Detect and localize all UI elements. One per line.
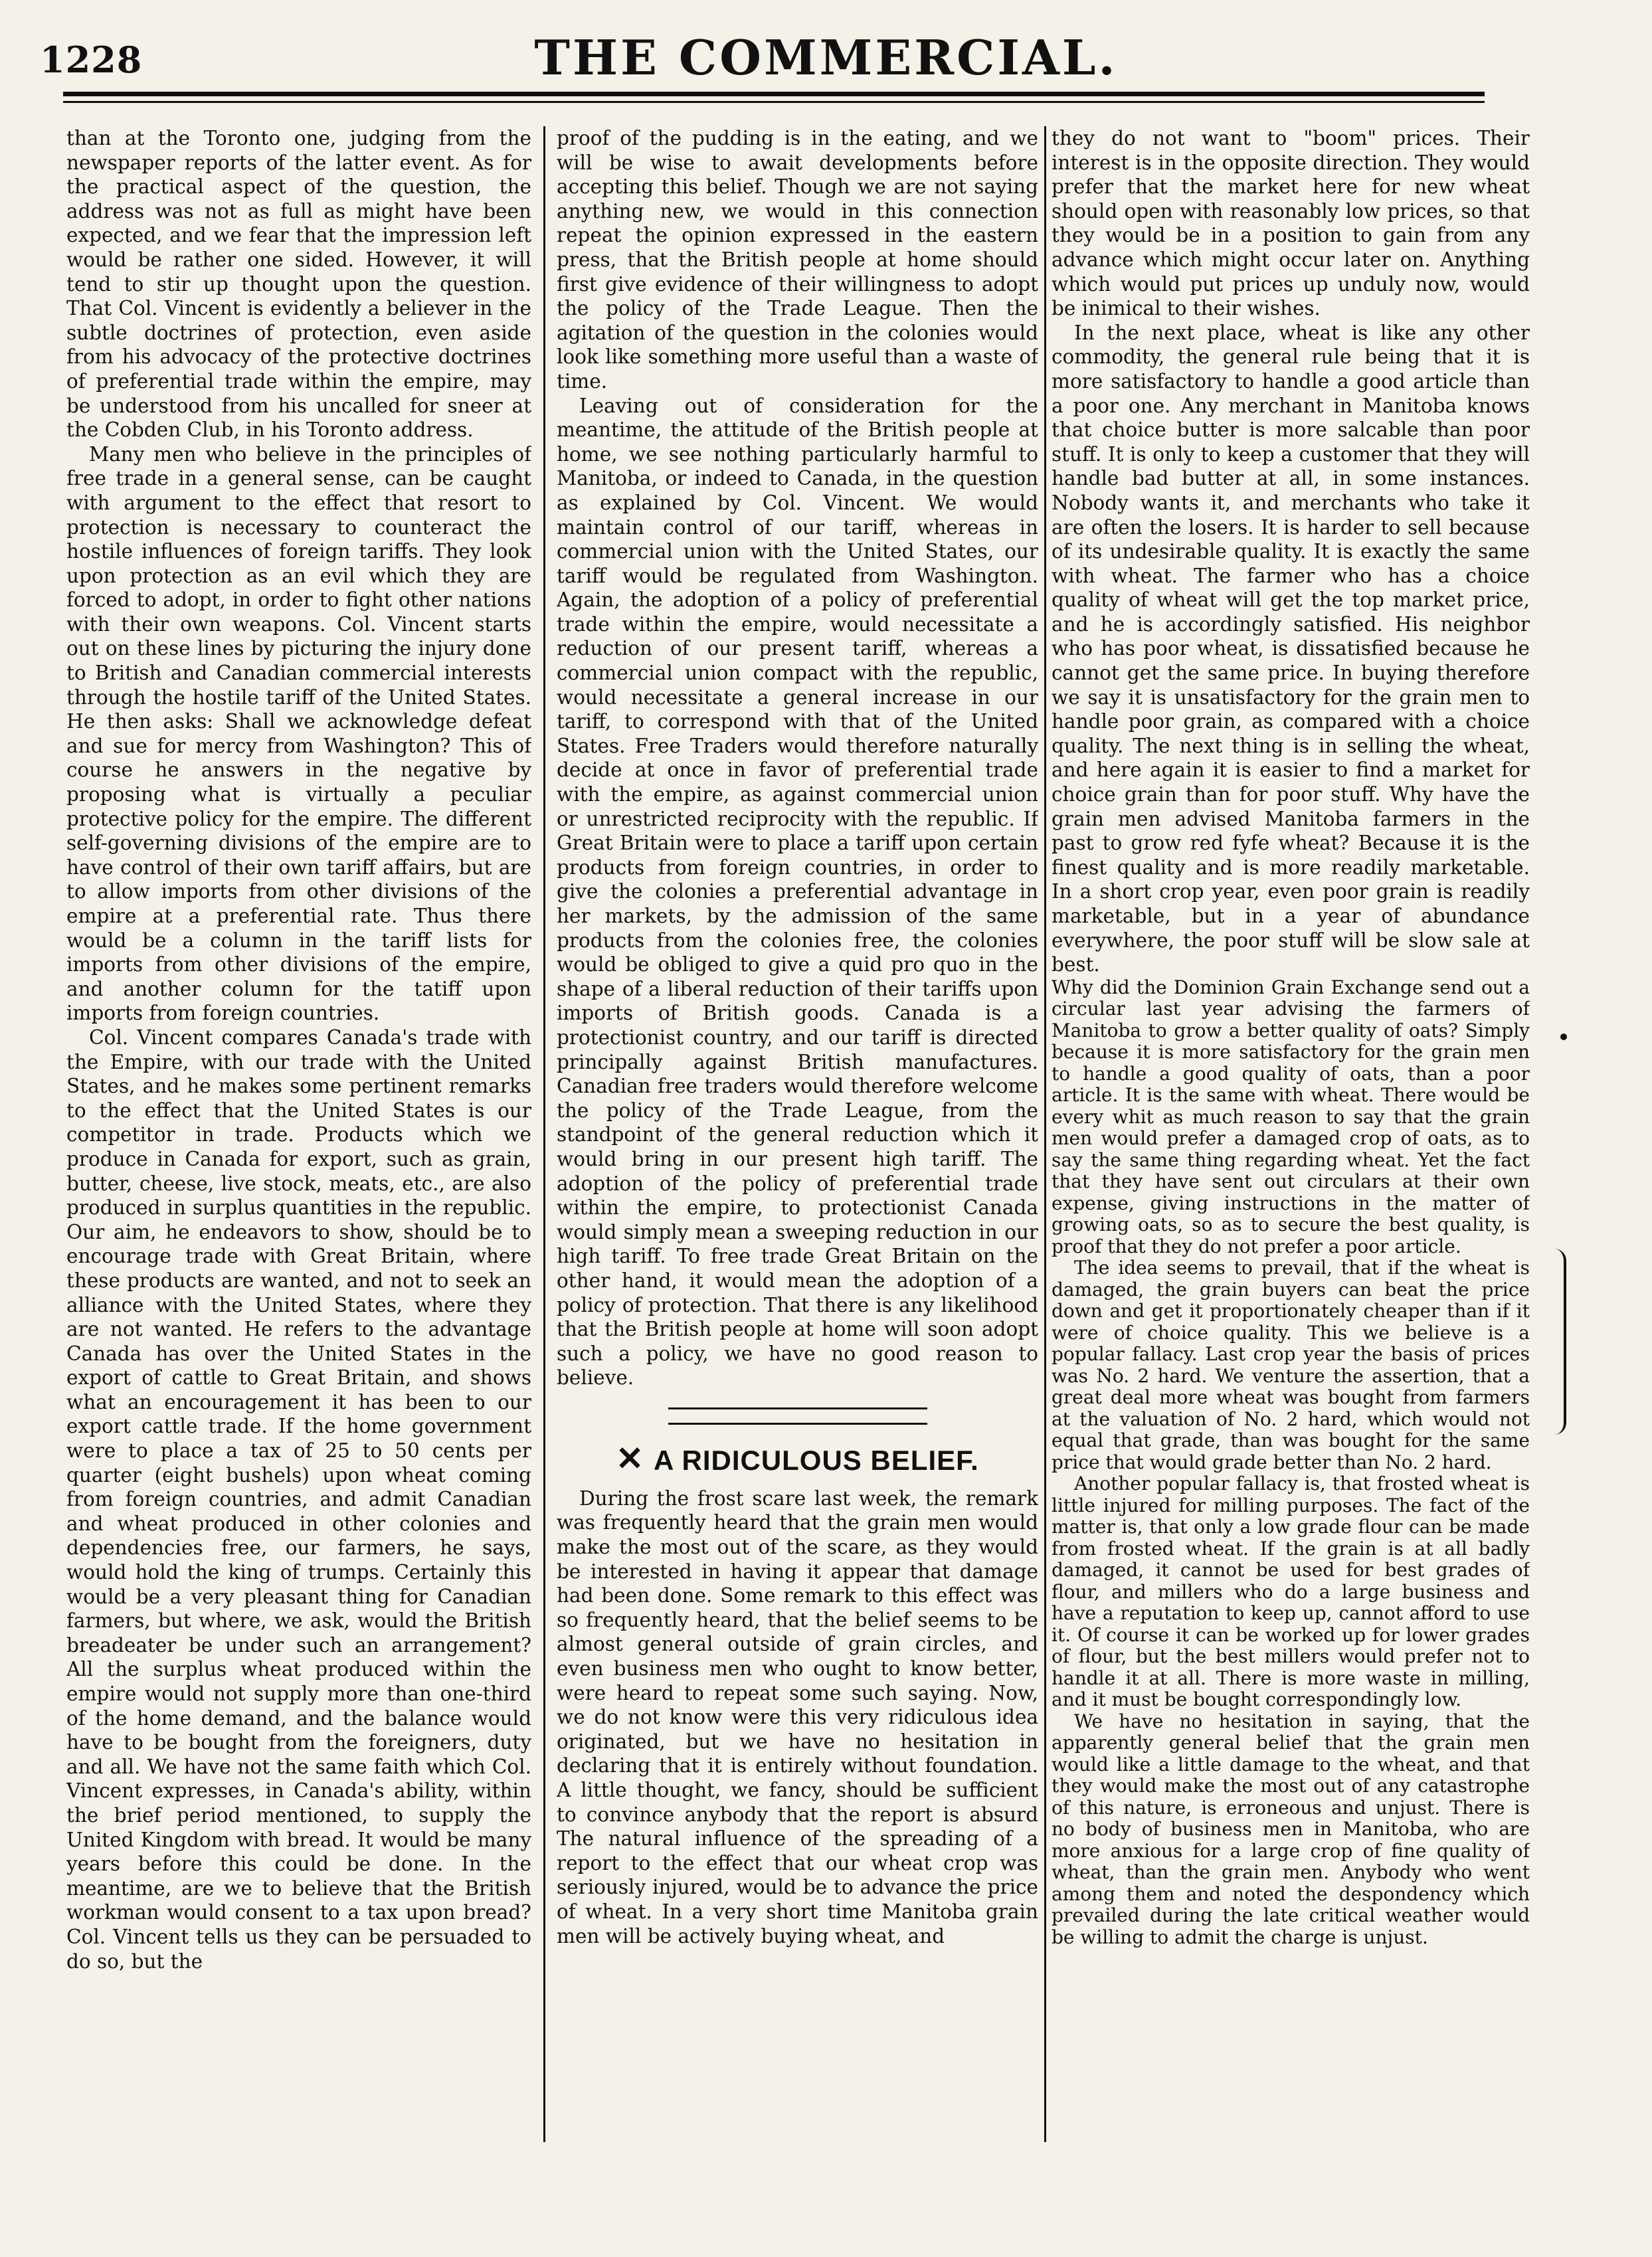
column-divider: [543, 126, 545, 2142]
ink-dot: [1560, 1034, 1567, 1040]
paragraph: proof of the pudding is in the eating, and we will be wise to await developments before accepting this belief. Though we are not saying anything new, we would in this connection repeat the opinion expressed in the eastern press, that the British people at home should first give evidence of their willingness to adopt the policy of the Trade League. Then the agitation of the question in the colonies would look like something more useful than a waste of time.: [557, 127, 1038, 393]
paragraph: than at the Toronto one, judging from the newspaper reports of the latter event. As for the practical aspect of the question, the address was not as full as might have been expected, and we fear that the impression left would be rather one sided. However, it will tend to stir up thought upon the question. That Col. Vincent is evidently a believer in the subtle doctrines of protection, even aside from his advocacy of the protective doctrines of preferential trade within the empire, may be understood from his uncalled for sneer at the Cobden Club, in his Toronto address.: [66, 127, 531, 442]
section-separator: [668, 1423, 927, 1425]
column-3: [1052, 126, 1530, 2159]
paragraph: Col. Vincent compares Canada's trade with the Empire, with our trade with the United States, and he makes some pertinent remarks to the effect that the United States is our competitor in trade. Products which we produce in Canada for export, such as grain, butter, cheese, live stock, meats, etc., are also produced in surplus quantities in the republic. Our aim, he endeavors to show, should be to encourage trade with Great Britain, where these products are wanted, and not to seek an alliance with the United States, where they are not wanted. He refers to the advantage Canada has over the United States in the export of cattle to Great Britain, and shows what an encouragement it has been to our export cattle trade. If the home government were to place a tax of 25 to 50 cents per quarter (eight bushels) upon wheat coming from foreign countries, and admit Canadian and wheat produced in other colonies and dependencies free, our farmers, he says, would hold the king of trumps. Certainly this would be a very pleasant thing for Canadian farmers, but where, we ask, would the British breadeater be under such an arrangement? All the surplus wheat produced within the empire would not supply more than one-third of the home demand, and the balance would have to be bought from the foreigners, duty and all. We have not the same faith which Col. Vincent expresses, in Canada's ability, within the brief period mentioned, to supply the United Kingdom with bread. It would be many years before this could be done. In the meantime, are we to believe that the British workman would consent to a tax upon bread? Col. Vincent tells us they can be persuaded to do so, but the: [66, 1026, 531, 1973]
article-heading-text: A RIDICULOUS BELIEF.: [654, 1444, 979, 1476]
paragraph: Leaving out of consideration for the meantime, the attitude of the British people at home, we see nothing particularly harmful to Manitoba, or indeed to Canada, in the question as explained by Col. Vincent. We would maintain control of our tariff, whereas in commercial union with the United States, our tariff would be regulated from Washington. Again, the adoption of a policy of preferential trade within the empire, would necessitate a reduction of our present tariff, whereas a commercial union compact with the republic, would necessitate a general increase in our tariff, to correspond with that of the United States. Free Traders would therefore naturally decide at once in favor of preferential trade with the empire, as against commercial union or unrestricted reciprocity with the republic. If Great Britain were to place a tariff upon certain products from foreign countries, in order to give the colonies a preferential advantage in her markets, by the admission of the same products from the colonies free, the colonies would be obliged to give a quid pro quo in the shape of a liberal reduction of their tariffs upon imports of British goods. Canada is a protectionist country, and our tariff is directed principally against British manufactures. Canadian free traders would therefore welcome the policy of the Trade League, from the standpoint of the general reduction which it would bring in our present high tariff. The adoption of the policy of preferential trade within the empire, to protectionist Canada would simply mean a sweeping reduction in our high tariff. To free trade Great Britain on the other hand, it would mean the adoption of a policy of protection. That there is any likelihood that the British people at home will soon adopt such a policy, we have no good reason to believe.: [557, 394, 1038, 1390]
article-heading: [557, 1439, 1038, 1477]
header-rule-thin: [63, 101, 1485, 103]
paragraph: Many men who believe in the principles of free trade in a general sense, can be caught with argument to the effect that resort to protection is necessary to counteract the hostile influences of foreign tariffs. They look upon protection as an evil which they are forced to adopt, in order to fight other nations with their own weapons. Col. Vincent starts out on these lines by picturing the injury done to British and Canadian commercial interests through the hostile tariff of the United States. He then asks: Shall we acknowledge defeat and sue for mercy from Washington? This of course he answers in the negative by proposing what is virtually a peculiar protective policy for the empire. The different self-governing divisions of the empire are to have control of their own tariff affairs, but are to allow imports from other divisions of the empire at a preferential rate. Thus there would be a column in the tariff lists for imports from other divisions of the empire, and another column for the tatiff upon imports from foreign countries.: [66, 442, 531, 1025]
paragraph: Another popular fallacy is, that frosted wheat is little injured for milling purposes. The fact of the matter is, that only a low grade flour can be made from frosted wheat. If the grain is at all badly damaged, it cannot be used for best grades of flour, and millers who do a large business and have a reputation to keep up, cannot afford to use it. Of course it can be worked up for lower grades of flour, but the best millers would prefer not to handle it at all. There is more waste in milling, and it must be bought correspondingly low.: [1052, 1473, 1530, 1711]
small-type-section: [1052, 977, 1530, 1949]
margin-bracket-mark: [1554, 1249, 1566, 1435]
column-2: [557, 126, 1038, 2159]
page-number: 1228: [40, 39, 143, 81]
section-separator: [668, 1407, 927, 1409]
paragraph: The idea seems to prevail, that if the wheat is damaged, the grain buyers can beat the price down and get it proportionately cheaper than if it were of choice quality. This we believe is a popular fallacy. Last crop year the basis of prices was No. 2 hard. We venture the assertion, that a great deal more wheat was bought from farmers at the valuation of No. 2 hard, which would not equal that grade, than was bought for the same price that would grade better than No. 2 hard.: [1052, 1257, 1530, 1473]
cross-mark-icon: ✕: [616, 1439, 645, 1477]
column-divider: [1044, 126, 1046, 2142]
paragraph: In the next place, wheat is like any other commodity, the general rule being that it is more satisfactory to handle a good article than a poor one. Any merchant in Manitoba knows that choice butter is more salcable than poor stuff. It is only to keep a customer that they will handle bad butter at all, in some instances. Nobody wants it, and merchants who take it are often the losers. It is harder to sell because of its undesirable quality. It is exactly the same with wheat. The farmer who has a choice quality of wheat will get the top market price, and he is accordingly satisfied. His neighbor who has poor wheat, is dissatisfied because he cannot get the same price. In buying therefore we say it is unsatisfactory for the grain men to handle poor grain, as compared with a choice quality. The next thing is in selling the wheat, and here again it is easier to find a market for choice grain than for poor stuff. Why have the grain men advised Manitoba farmers in the past to grow red fyfe wheat? Because it is the finest quality and is more readily marketable. In a short crop year, even poor grain is readily marketable, but in a year of abundance everywhere, the poor stuff will be slow sale at best.: [1052, 321, 1530, 976]
column-1: [66, 126, 531, 2159]
paragraph: Why did the Dominion Grain Exchange send out a circular last year advising the farmers of Manitoba to grow a better quality of oats? Simply because it is more satisfactory for the grain men to handle a good quality of oats, than a poor article. It is the same with wheat. There would be every whit as much reason to say that the grain men would prefer a damaged crop of oats, as to say the same thing regarding wheat. Yet the fact that they have sent out circulars at their own expense, giving instructions in the matter of growing oats, so as to secure the best quality, is proof that they do not prefer a poor article.: [1052, 976, 1530, 1257]
header-rule: [63, 92, 1485, 96]
paragraph: they do not want to "boom" prices. Their interest is in the opposite direction. They would prefer that the market here for new wheat should open with reasonably low prices, so that they would be in a position to gain from any advance which might occur later on. Anything which would put prices up unduly now, would be inimical to their wishes.: [1052, 127, 1530, 320]
paragraph: During the frost scare last week, the remark was frequently heard that the grain men would make the most out of the scare, as they would be interested in having it appear that damage had been done. Some remark to this effect was so frequently heard, that the belief seems to be almost general outside of grain circles, and even business men who ought to know better, were heard to repeat some such saying. Now, we do not know were this very ridiculous idea originated, but we have no hesitation in declaring that it is entirely without foundation. A little thought, we fancy, should be sufficient to convince anybody that the report is absurd The natural influence of the spreading of a report to the effect that our wheat crop was seriously injured, would be to advance the price of wheat. In a very short time Manitoba grain men will be actively buying wheat, and: [557, 1487, 1038, 1947]
paragraph: We have no hesitation in saying, that the apparently general belief that the grain men would like a little damage to the wheat, and that they would make the most out of any catastrophe of this nature, is erroneous and unjust. There is no body of business men in Manitoba, who are more anxious for a large crop of fine quality of wheat, than the grain men. Anybody who went among them and noted the despondency which prevailed during the late critical weather would be willing to admit the charge is unjust.: [1052, 1710, 1530, 1948]
masthead-title: THE COMMERCIAL.: [534, 29, 1118, 86]
